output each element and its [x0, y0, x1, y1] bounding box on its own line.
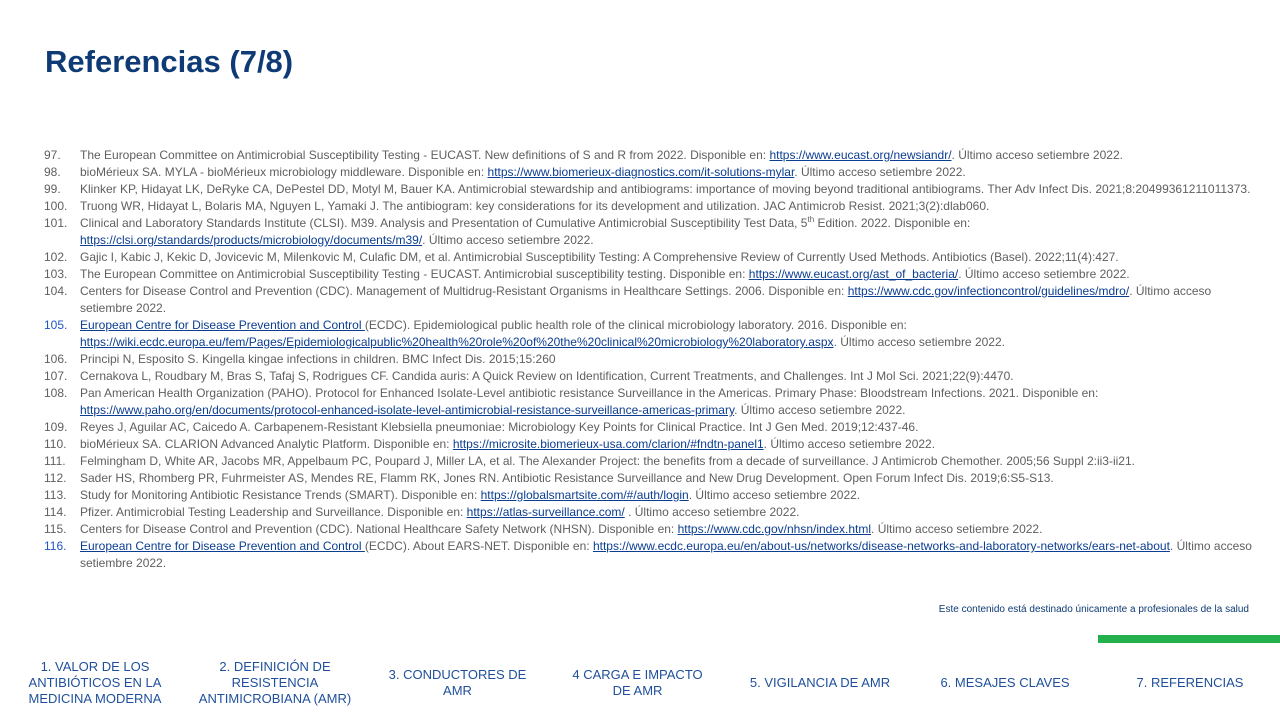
reference-number: 110.: [44, 437, 67, 451]
reference-link[interactable]: European Centre for Disease Prevention and Control: [80, 318, 365, 332]
superscript: th: [807, 215, 815, 224]
reference-text-segment: The European Committee on Antimicrobial Susceptibility Testing - EUCAST. Antimicrobial susceptibility testing. Disponible en:: [80, 267, 749, 281]
reference-text: [80, 368, 1259, 385]
reference-text-segment: bioMérieux SA. CLARION Advanced Analytic Platform. Disponible en:: [80, 437, 453, 451]
reference-item: [44, 249, 1259, 266]
reference-number: 112.: [44, 471, 67, 485]
reference-text-segment: . Último acceso setiembre 2022.: [734, 403, 906, 417]
disclaimer-text: Este contenido está destinado únicamente a profesionales de la salud: [938, 604, 1249, 615]
reference-item: [44, 419, 1259, 436]
reference-text-segment: Felmingham D, White AR, Jacobs MR, Appelbaum PC, Poupard J, Miller LA, et al. The Alexander Project: the benefits from a decade of surveillance. J Antimicrob Chemother. 2005;56 Suppl 2:ii3-ii21.: [80, 454, 1135, 468]
reference-number: 108.: [44, 386, 68, 400]
nav-item-vigilancia-amr[interactable]: 5. VIGILANCIA DE AMR: [749, 674, 891, 690]
reference-text-segment: Pan American Health Organization (PAHO). Protocol for Enhanced Isolate-Level antibiotic resistance Surveillance in the Americas. Primary Phase: Bloodstream Infections. 2021. Disponible en:: [80, 386, 1099, 400]
reference-link[interactable]: https://www.paho.org/en/documents/protocol-enhanced-isolate-level-antimicrobial-resistance-surveillance-americas-primary: [80, 403, 735, 417]
reference-number: 103.: [44, 267, 68, 281]
reference-item: [44, 504, 1259, 521]
reference-text-segment: Principi N, Esposito S. Kingella kingae infections in children. BMC Infect Dis. 2015;15:260: [80, 352, 556, 366]
reference-link[interactable]: https://globalsmartsite.com/#/auth/login: [480, 488, 689, 502]
reference-number: 114.: [44, 505, 67, 519]
reference-item: [44, 351, 1259, 368]
active-section-indicator: [1098, 635, 1280, 643]
reference-text-segment: Study for Monitoring Antibiotic Resistance Trends (SMART). Disponible en:: [80, 488, 481, 502]
reference-item: [44, 198, 1259, 215]
reference-text: [80, 419, 1259, 436]
reference-text-segment: . Último acceso setiembre 2022.: [80, 284, 1212, 315]
reference-text: [80, 249, 1259, 266]
reference-number: 104.: [44, 284, 68, 298]
reference-text-segment: Clinical and Laboratory Standards Institute (CLSI). M39. Analysis and Presentation of Cumulative Antimicrobial Susceptibility Test Data, 5: [80, 216, 808, 230]
reference-text-segment: Cernakova L, Roudbary M, Bras S, Tafaj S, Rodrigues CF. Candida auris: A Quick Review on Identification, Current Treatments, and Challenges. Int J Mol Sci. 2021;22(9):4470.: [80, 369, 1014, 383]
reference-number: 99.: [44, 182, 61, 196]
reference-text: [80, 164, 1259, 181]
reference-text-segment: . Último acceso setiembre 2022.: [624, 505, 800, 519]
reference-item: [44, 521, 1259, 538]
reference-text-segment: (ECDC). Epidemiological public health role of the clinical microbiology laboratory. 2016. Disponible en:: [364, 318, 907, 332]
nav-item-mensajes-claves[interactable]: 6. MESAJES CLAVES: [940, 674, 1070, 690]
reference-link[interactable]: https://www.eucast.org/newsiandr/: [769, 148, 952, 162]
reference-number: 115.: [44, 522, 67, 536]
nav-item-definicion-resistencia[interactable]: 2. DEFINICIÓN DE RESISTENCIA ANTIMICROBIANA (AMR): [198, 658, 352, 706]
reference-number: 113.: [44, 488, 67, 502]
reference-link[interactable]: https://www.eucast.org/ast_of_bacteria/: [748, 267, 959, 281]
reference-link[interactable]: https://wiki.ecdc.europa.eu/fem/Pages/Epidemiologicalpublic%20health%20role%20of%20the%20clinical%20microbiology%20laboratory.aspx: [80, 335, 834, 349]
reference-item: [44, 147, 1259, 164]
reference-text: [80, 521, 1259, 538]
reference-number: 107.: [44, 369, 68, 383]
reference-text: [80, 351, 1259, 368]
reference-text-segment: . Último acceso setiembre 2022.: [422, 233, 594, 247]
reference-text-segment: . Último acceso setiembre 2022.: [833, 335, 1005, 349]
reference-number: 106.: [44, 352, 68, 366]
reference-text: [80, 453, 1259, 470]
reference-link[interactable]: https://www.cdc.gov/infectioncontrol/guidelines/mdro/: [847, 284, 1130, 298]
reference-text: [80, 147, 1259, 164]
reference-number: 98.: [44, 165, 61, 179]
reference-text-segment: . Último acceso setiembre 2022.: [763, 437, 936, 451]
reference-item: [44, 368, 1259, 385]
reference-text-segment: The European Committee on Antimicrobial Susceptibility Testing - EUCAST. New definitions of S and R from 2022. Disponible en:: [80, 148, 770, 162]
reference-text: [80, 198, 1259, 215]
reference-text: [80, 385, 1259, 419]
reference-item: [44, 181, 1259, 198]
reference-link[interactable]: https://www.cdc.gov/nhsn/index.html: [677, 522, 872, 536]
section-navigation: [0, 650, 1280, 715]
reference-number: 116.: [44, 539, 67, 553]
reference-item: [44, 266, 1259, 283]
reference-text: [80, 436, 1259, 453]
reference-number: 100.: [44, 199, 68, 213]
reference-text: [80, 470, 1259, 487]
reference-link[interactable]: https://microsite.biomerieux-usa.com/clarion/#fndtn-panel1: [452, 437, 764, 451]
reference-number: 101.: [44, 216, 68, 230]
nav-item-referencias[interactable]: 7. REFERENCIAS: [1136, 674, 1244, 690]
reference-text-segment: . Último acceso setiembre 2022.: [871, 522, 1043, 536]
reference-number: 105.: [44, 318, 68, 332]
reference-list: [44, 147, 1259, 572]
reference-text-segment: . Último acceso setiembre 2022.: [958, 267, 1130, 281]
reference-item: [44, 453, 1259, 470]
reference-number: 102.: [44, 250, 68, 264]
reference-text-segment: Truong WR, Hidayat L, Bolaris MA, Nguyen L, Yamaki J. The antibiogram: key considerations for its development and utilization. JAC Antimicrob Resist. 2021;3(2):dlab060.: [80, 199, 990, 213]
reference-number: 109.: [44, 420, 68, 434]
reference-text-segment: Gajic I, Kabic J, Kekic D, Jovicevic M, Milenkovic M, Culafic DM, et al. Antimicrobial Susceptibility Testing: A Comprehensive Review of Currently Used Methods. Antibiotics (Basel). 2022;11(4):427.: [80, 250, 1119, 264]
nav-item-valor-antibioticos[interactable]: 1. VALOR DE LOS ANTIBIÓTICOS EN LA MEDICINA MODERNA: [28, 658, 162, 706]
reference-item: [44, 436, 1259, 453]
reference-text: [80, 317, 1259, 351]
reference-item: [44, 487, 1259, 504]
reference-link[interactable]: https://www.ecdc.europa.eu/en/about-us/networks/disease-networks-and-laboratory-networks/ears-net-about: [592, 539, 1170, 553]
reference-text-segment: Centers for Disease Control and Prevention (CDC). Management of Multidrug-Resistant Organisms in Healthcare Settings. 2006. Disponible en:: [80, 284, 848, 298]
reference-text: [80, 283, 1259, 317]
reference-item: [44, 317, 1259, 351]
reference-item: [44, 164, 1259, 181]
reference-item: [44, 385, 1259, 419]
reference-link[interactable]: https://clsi.org/standards/products/microbiology/documents/m39/: [80, 233, 423, 247]
reference-item: [44, 538, 1259, 572]
reference-text-segment: . Último acceso setiembre 2022.: [80, 539, 1252, 570]
reference-text: [80, 538, 1259, 572]
reference-link[interactable]: European Centre for Disease Prevention and Control: [80, 539, 365, 553]
reference-number: 97.: [44, 148, 61, 162]
nav-item-carga-impacto[interactable]: 4 CARGA E IMPACTO DE AMR: [572, 666, 703, 698]
reference-text: [80, 266, 1259, 283]
reference-text-segment: bioMérieux SA. MYLA - bioMérieux microbiology middleware. Disponible en:: [80, 165, 488, 179]
reference-text-segment: Klinker KP, Hidayat LK, DeRyke CA, DePestel DD, Motyl M, Bauer KA. Antimicrobial stewardship and antibiograms: importance of moving beyond traditional antibiograms. Ther Adv Infect Dis. 2021;8:20499361211011373.: [80, 182, 1251, 196]
reference-text-segment: Centers for Disease Control and Prevention (CDC). National Healthcare Safety Network (NHSN). Disponible en:: [80, 522, 678, 536]
reference-text-segment: (ECDC). About EARS-NET. Disponible en:: [364, 539, 593, 553]
reference-text-segment: . Último acceso setiembre 2022.: [794, 165, 966, 179]
reference-item: [44, 470, 1259, 487]
reference-link[interactable]: https://www.biomerieux-diagnostics.com/it-solutions-mylar: [487, 165, 795, 179]
reference-text-segment: . Último acceso setiembre 2022.: [951, 148, 1123, 162]
reference-number: 111.: [44, 454, 66, 468]
reference-text-segment: Sader HS, Rhomberg PR, Fuhrmeister AS, Mendes RE, Flamm RK, Jones RN. Antibiotic Resistance Surveillance and New Drug Development. Open Forum Infect Dis. 2019;6:S5-S13.: [80, 471, 1054, 485]
reference-text: [80, 504, 1259, 521]
page-title: Referencias (7/8): [45, 44, 294, 79]
reference-text-segment: Reyes J, Aguilar AC, Caicedo A. Carbapenem-Resistant Klebsiella pneumoniae: Microbiology Key Points for Clinical Practice. Int J Gen Med. 2019;12:437-46.: [80, 420, 919, 434]
reference-text: [80, 487, 1259, 504]
reference-item: [44, 215, 1259, 249]
reference-text-segment: . Último acceso setiembre 2022.: [688, 488, 861, 502]
reference-text: [80, 181, 1259, 198]
reference-text: [80, 215, 1259, 249]
reference-item: [44, 283, 1259, 317]
reference-link[interactable]: https://atlas-surveillance.com/: [466, 505, 625, 519]
reference-text-segment: Pfizer. Antimicrobial Testing Leadership and Surveillance. Disponible en:: [80, 505, 467, 519]
nav-item-conductores-amr[interactable]: 3. CONDUCTORES DE AMR: [388, 666, 527, 698]
reference-text-segment: Edition. 2022. Disponible en:: [814, 216, 971, 230]
